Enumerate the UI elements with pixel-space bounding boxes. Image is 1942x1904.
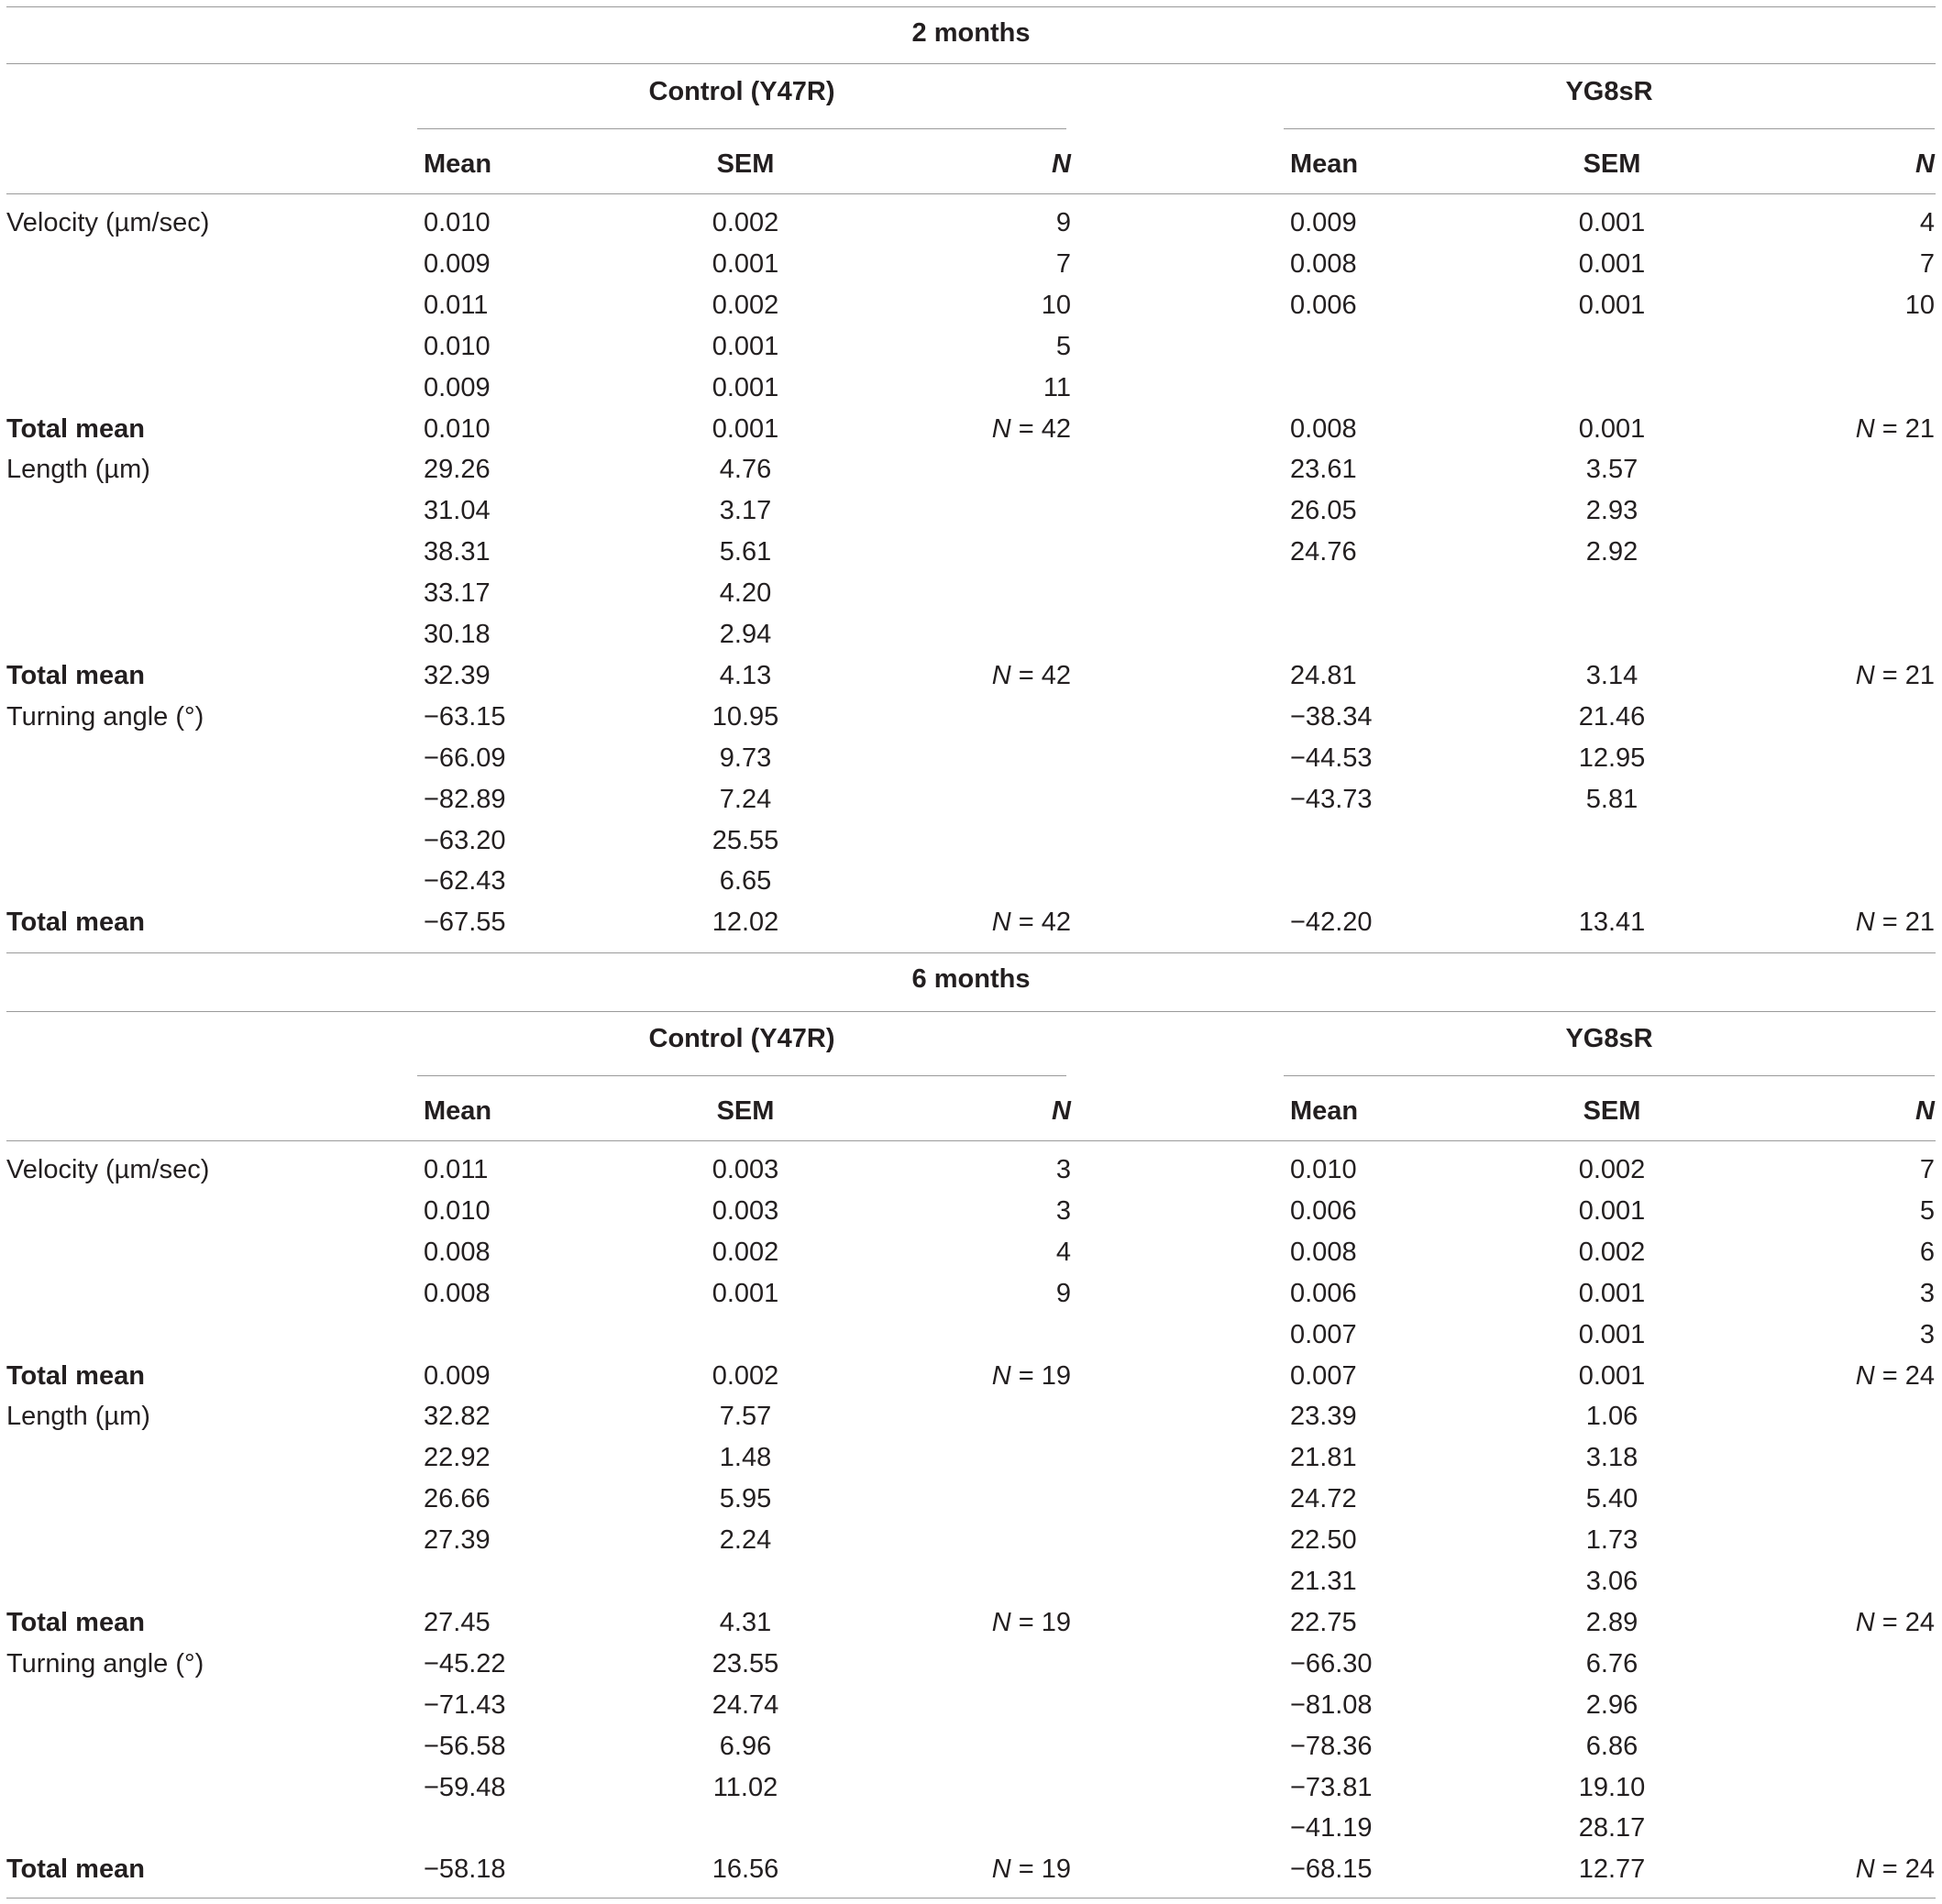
yg8sr-sem-cell: 0.001	[1578, 413, 1646, 444]
table-row	[0, 490, 1942, 532]
group-header-control: Control (Y47R)	[648, 1024, 835, 1053]
control-mean-cell: 0.010	[424, 1195, 491, 1226]
control-sem-cell: 4.20	[719, 578, 772, 609]
group-header-yg8sr: YG8sR	[1565, 1024, 1653, 1053]
yg8sr-n-cell	[1742, 1685, 1935, 1726]
yg8sr-sem-cell: 0.001	[1578, 248, 1646, 279]
yg8sr-sem-cell: 21.46	[1578, 701, 1646, 732]
yg8sr-sem-cell	[1520, 326, 1704, 368]
yg8sr-sem-cell: 3.14	[1585, 660, 1639, 690]
yg8sr-sem-cell: 28.17	[1578, 1813, 1646, 1843]
table-row	[0, 820, 1942, 862]
group-rule-yg8sr	[1284, 1075, 1935, 1076]
control-mean-cell: 32.39	[424, 660, 491, 690]
control-sem-cell	[654, 1808, 837, 1849]
yg8sr-sem-cell: 5.40	[1585, 1484, 1639, 1514]
yg8sr-mean-cell: −66.30	[1290, 1648, 1373, 1678]
yg8sr-mean-cell: −43.73	[1290, 784, 1373, 814]
table-rule	[6, 952, 1936, 953]
control-mean-cell: 27.45	[424, 1607, 491, 1637]
control-sem-cell: 2.24	[719, 1525, 772, 1556]
table-row	[0, 326, 1942, 368]
control-mean-cell: −45.22	[424, 1648, 506, 1678]
yg8sr-mean-cell: −73.81	[1290, 1772, 1373, 1802]
yg8sr-n-cell	[1742, 1644, 1935, 1685]
row-label: Turning angle (°)	[6, 1648, 204, 1678]
yg8sr-sem-cell: 3.18	[1585, 1443, 1639, 1473]
yg8sr-sem-cell: 0.001	[1578, 1360, 1646, 1391]
control-sem-cell: 5.95	[719, 1484, 772, 1514]
group-header-yg8sr: YG8sR	[1565, 77, 1653, 106]
table-row	[0, 902, 1942, 943]
table-row	[0, 573, 1942, 614]
control-sem-cell: 7.24	[719, 784, 772, 814]
row-label: Total mean	[6, 1360, 145, 1391]
yg8sr-n-cell: N = 21	[1855, 413, 1935, 444]
column-header-sem: SEM	[1583, 149, 1641, 179]
control-mean-cell: 0.010	[424, 331, 491, 361]
control-n-cell: 3	[1055, 1195, 1071, 1226]
yg8sr-sem-cell: 3.57	[1585, 455, 1639, 485]
control-n-cell	[917, 779, 1071, 820]
yg8sr-sem-cell: 19.10	[1578, 1772, 1646, 1802]
control-mean-cell: 0.010	[424, 208, 491, 237]
control-n-cell	[917, 614, 1071, 655]
table-row	[0, 409, 1942, 450]
yg8sr-sem-cell: 2.89	[1585, 1607, 1639, 1637]
control-sem-cell: 25.55	[712, 825, 779, 855]
control-sem-cell: 0.002	[712, 1360, 779, 1391]
control-n-cell	[917, 1808, 1071, 1849]
control-sem-cell	[654, 1561, 837, 1602]
yg8sr-sem-cell	[1520, 820, 1704, 862]
control-sem-cell: 0.002	[712, 290, 779, 320]
row-label: Total mean	[6, 1854, 145, 1885]
control-sem-cell: 7.57	[719, 1402, 772, 1432]
table-row	[0, 1150, 1942, 1191]
control-n-cell: N = 19	[991, 1854, 1071, 1885]
control-mean-cell: −63.15	[424, 701, 506, 732]
row-label: Total mean	[6, 413, 145, 444]
yg8sr-mean-cell: 21.81	[1290, 1443, 1357, 1473]
yg8sr-n-cell	[1742, 738, 1935, 779]
control-n-cell	[917, 1767, 1071, 1809]
column-header-mean: Mean	[424, 1096, 492, 1126]
column-header-sem: SEM	[716, 1096, 775, 1126]
table-row	[0, 1396, 1942, 1437]
yg8sr-n-cell: 10	[1904, 290, 1935, 320]
table-row	[0, 368, 1942, 409]
control-sem-cell: 11.02	[712, 1772, 778, 1802]
yg8sr-mean-cell: 0.010	[1290, 1155, 1357, 1184]
column-header-sem: SEM	[716, 149, 775, 179]
yg8sr-sem-cell: 1.73	[1585, 1525, 1639, 1556]
yg8sr-n-cell	[1742, 820, 1935, 862]
control-mean-cell: 38.31	[424, 537, 491, 567]
control-sem-cell: 12.02	[712, 908, 779, 938]
yg8sr-sem-cell	[1520, 573, 1704, 614]
yg8sr-n-cell	[1742, 490, 1935, 532]
yg8sr-n-cell: N = 24	[1855, 1607, 1935, 1637]
row-label: Length (µm)	[6, 455, 150, 485]
table-row	[0, 1232, 1942, 1273]
yg8sr-sem-cell: 0.001	[1578, 208, 1646, 237]
yg8sr-n-cell: N = 24	[1855, 1854, 1935, 1885]
row-label: Length (µm)	[6, 1402, 150, 1432]
table-row	[0, 1808, 1942, 1849]
control-n-cell: N = 42	[991, 413, 1071, 444]
control-n-cell: N = 19	[991, 1360, 1071, 1391]
section-title: 6 months	[911, 964, 1031, 994]
control-n-cell	[917, 1396, 1071, 1437]
table-row	[0, 1685, 1942, 1726]
yg8sr-sem-cell: 13.41	[1578, 908, 1646, 938]
control-mean-cell: −56.58	[424, 1731, 506, 1761]
control-sem-cell	[654, 1315, 837, 1356]
yg8sr-n-cell	[1742, 1437, 1935, 1479]
control-mean-cell: −58.18	[424, 1854, 506, 1885]
yg8sr-n-cell	[1742, 1726, 1935, 1767]
table-row	[0, 655, 1942, 697]
control-mean-cell: 33.17	[424, 578, 491, 609]
control-mean-cell: 26.66	[424, 1484, 491, 1514]
column-header-mean: Mean	[1290, 149, 1359, 179]
yg8sr-sem-cell: 6.86	[1585, 1731, 1639, 1761]
yg8sr-sem-cell	[1520, 861, 1704, 902]
row-label: Velocity (µm/sec)	[6, 208, 210, 237]
table-row	[0, 1273, 1942, 1315]
yg8sr-sem-cell	[1520, 368, 1704, 409]
control-n-cell: 9	[1055, 1278, 1071, 1308]
yg8sr-mean-cell: 26.05	[1290, 496, 1357, 526]
control-n-cell	[917, 861, 1071, 902]
row-label: Total mean	[6, 660, 145, 690]
control-n-cell	[917, 1685, 1071, 1726]
control-n-cell: 10	[1041, 290, 1071, 320]
yg8sr-mean-cell: −41.19	[1290, 1813, 1373, 1843]
column-header-n: N	[1052, 1096, 1071, 1126]
yg8sr-mean-cell: 24.81	[1290, 660, 1357, 690]
yg8sr-mean-cell: 0.007	[1290, 1319, 1357, 1349]
yg8sr-n-cell	[1742, 1396, 1935, 1437]
yg8sr-n-cell	[1742, 1767, 1935, 1809]
control-sem-cell: 6.65	[719, 866, 772, 897]
control-sem-cell: 23.55	[712, 1648, 779, 1678]
control-sem-cell: 2.94	[719, 620, 772, 649]
yg8sr-sem-cell: 0.002	[1578, 1155, 1646, 1184]
control-n-cell	[917, 738, 1071, 779]
yg8sr-sem-cell: 3.06	[1585, 1567, 1639, 1596]
yg8sr-sem-cell: 0.001	[1578, 1195, 1646, 1226]
yg8sr-mean-cell: 0.008	[1290, 248, 1357, 279]
yg8sr-mean-cell: 0.007	[1290, 1360, 1357, 1391]
control-n-cell: 11	[1043, 372, 1071, 402]
yg8sr-n-cell: 7	[1919, 248, 1935, 279]
control-mean-cell: −71.43	[424, 1689, 506, 1720]
control-n-cell: 5	[1055, 331, 1071, 361]
control-sem-cell: 0.002	[712, 208, 779, 237]
yg8sr-sem-cell	[1520, 614, 1704, 655]
table-row	[0, 203, 1942, 244]
yg8sr-mean-cell: −44.53	[1290, 743, 1373, 773]
column-header-mean: Mean	[424, 149, 492, 179]
yg8sr-n-cell	[1742, 368, 1935, 409]
control-mean-cell: 30.18	[424, 620, 491, 649]
control-n-cell: 7	[1055, 248, 1071, 279]
control-n-cell	[917, 449, 1071, 490]
control-sem-cell: 0.001	[712, 413, 779, 444]
control-mean-cell: −82.89	[424, 784, 506, 814]
control-mean-cell: −67.55	[424, 908, 506, 938]
control-n-cell	[917, 1561, 1071, 1602]
table-row	[0, 449, 1942, 490]
table-row	[0, 1767, 1942, 1809]
control-mean-cell: 0.009	[424, 372, 491, 402]
control-sem-cell: 1.48	[719, 1443, 772, 1473]
control-sem-cell: 0.001	[712, 248, 779, 279]
column-header-sem: SEM	[1583, 1096, 1641, 1126]
group-header-control: Control (Y47R)	[648, 77, 835, 106]
table-rule	[6, 63, 1936, 64]
control-sem-cell: 0.001	[712, 331, 779, 361]
yg8sr-n-cell: 4	[1919, 208, 1935, 237]
control-sem-cell: 10.95	[712, 701, 779, 732]
control-sem-cell: 4.13	[719, 660, 772, 690]
section-title: 2 months	[911, 18, 1031, 48]
yg8sr-mean-cell: 0.009	[1290, 208, 1357, 237]
yg8sr-n-cell	[1742, 1808, 1935, 1849]
yg8sr-n-cell	[1742, 573, 1935, 614]
yg8sr-n-cell	[1742, 779, 1935, 820]
control-n-cell	[917, 573, 1071, 614]
yg8sr-n-cell	[1742, 1561, 1935, 1602]
column-header-n: N	[1915, 149, 1935, 179]
table-row	[0, 779, 1942, 820]
column-header-n: N	[1915, 1096, 1935, 1126]
yg8sr-n-cell: 3	[1919, 1278, 1935, 1308]
table-row	[0, 1356, 1942, 1397]
yg8sr-n-cell	[1742, 614, 1935, 655]
control-n-cell	[917, 1726, 1071, 1767]
yg8sr-sem-cell: 0.001	[1578, 290, 1646, 320]
table-rule	[6, 1140, 1936, 1141]
control-sem-cell: 24.74	[712, 1689, 779, 1720]
column-header-mean: Mean	[1290, 1096, 1359, 1126]
yg8sr-mean-cell: 22.75	[1290, 1607, 1357, 1637]
yg8sr-n-cell	[1742, 861, 1935, 902]
control-mean-cell: −59.48	[424, 1772, 506, 1802]
table-row	[0, 1191, 1942, 1232]
control-mean-cell: 0.011	[424, 1155, 489, 1184]
control-sem-cell: 16.56	[712, 1854, 779, 1885]
control-n-cell	[917, 697, 1071, 738]
control-mean-cell: −62.43	[424, 866, 506, 897]
control-mean-cell: −63.20	[424, 825, 506, 855]
group-rule-yg8sr	[1284, 128, 1935, 129]
yg8sr-n-cell	[1742, 326, 1935, 368]
yg8sr-n-cell	[1742, 532, 1935, 573]
control-sem-cell: 6.96	[719, 1731, 772, 1761]
control-n-cell	[917, 1479, 1071, 1520]
control-n-cell	[917, 1315, 1071, 1356]
yg8sr-sem-cell: 2.96	[1585, 1689, 1639, 1720]
yg8sr-mean-cell: 0.008	[1290, 1237, 1357, 1267]
control-n-cell	[917, 1437, 1071, 1479]
control-n-cell: 3	[1055, 1155, 1071, 1184]
control-n-cell: N = 42	[991, 660, 1071, 690]
control-n-cell	[917, 820, 1071, 862]
control-mean-cell: −66.09	[424, 743, 506, 773]
yg8sr-mean-cell: 0.008	[1290, 413, 1357, 444]
column-header-n: N	[1052, 149, 1071, 179]
group-rule-control	[417, 128, 1066, 129]
table-row	[0, 1602, 1942, 1644]
yg8sr-sem-cell: 12.95	[1578, 743, 1646, 773]
control-mean-cell: 29.26	[424, 455, 491, 485]
yg8sr-n-cell: N = 21	[1855, 660, 1935, 690]
table-row	[0, 1561, 1942, 1602]
control-mean-cell: 0.010	[424, 413, 491, 444]
table-rule-top	[6, 6, 1936, 7]
table-row	[0, 1520, 1942, 1561]
yg8sr-n-cell: 6	[1919, 1237, 1935, 1267]
table-row	[0, 697, 1942, 738]
yg8sr-sem-cell: 2.92	[1585, 537, 1639, 567]
yg8sr-n-cell	[1742, 1520, 1935, 1561]
table-row	[0, 1315, 1942, 1356]
control-n-cell	[917, 1644, 1071, 1685]
yg8sr-mean-cell: 21.31	[1290, 1567, 1357, 1596]
control-mean-cell: 22.92	[424, 1443, 491, 1473]
control-n-cell	[917, 490, 1071, 532]
yg8sr-sem-cell: 1.06	[1585, 1402, 1639, 1432]
yg8sr-sem-cell: 6.76	[1585, 1648, 1639, 1678]
control-mean-cell: 0.011	[424, 290, 489, 320]
yg8sr-n-cell: 5	[1919, 1195, 1935, 1226]
control-n-cell: 4	[1055, 1237, 1071, 1267]
table-rule	[6, 1011, 1936, 1012]
table-row	[0, 244, 1942, 285]
control-mean-cell: 27.39	[424, 1525, 491, 1556]
yg8sr-sem-cell: 0.001	[1578, 1278, 1646, 1308]
table-row	[0, 1644, 1942, 1685]
control-mean-cell: 0.009	[424, 248, 491, 279]
table-row	[0, 532, 1942, 573]
group-rule-control	[417, 1075, 1066, 1076]
yg8sr-sem-cell: 5.81	[1585, 784, 1639, 814]
yg8sr-sem-cell: 2.93	[1585, 496, 1639, 526]
table-row	[0, 285, 1942, 326]
yg8sr-mean-cell: 22.50	[1290, 1525, 1357, 1556]
control-sem-cell: 5.61	[719, 537, 772, 567]
table-rule	[6, 193, 1936, 194]
yg8sr-mean-cell: 24.72	[1290, 1484, 1357, 1514]
yg8sr-mean-cell: −78.36	[1290, 1731, 1373, 1761]
control-mean-cell: 31.04	[424, 496, 491, 526]
control-sem-cell: 9.73	[719, 743, 772, 773]
control-n-cell	[917, 532, 1071, 573]
table-row	[0, 1726, 1942, 1767]
table-row	[0, 1479, 1942, 1520]
row-label: Turning angle (°)	[6, 701, 204, 732]
yg8sr-mean-cell: 0.006	[1290, 290, 1357, 320]
table-row	[0, 738, 1942, 779]
table-row	[0, 614, 1942, 655]
row-label: Total mean	[6, 1607, 145, 1637]
yg8sr-n-cell: 3	[1919, 1319, 1935, 1349]
yg8sr-n-cell: 7	[1919, 1155, 1935, 1184]
control-n-cell: N = 19	[991, 1607, 1071, 1637]
control-mean-cell: 0.009	[424, 1360, 491, 1391]
yg8sr-mean-cell: −68.15	[1290, 1854, 1373, 1885]
yg8sr-mean-cell: 24.76	[1290, 537, 1357, 567]
yg8sr-sem-cell: 0.002	[1578, 1237, 1646, 1267]
yg8sr-n-cell: N = 21	[1855, 908, 1935, 938]
control-n-cell: 9	[1055, 208, 1071, 237]
control-sem-cell: 0.002	[712, 1237, 779, 1267]
control-sem-cell: 3.17	[719, 496, 772, 526]
control-n-cell: N = 42	[991, 908, 1071, 938]
yg8sr-mean-cell: 0.006	[1290, 1278, 1357, 1308]
yg8sr-mean-cell: 0.006	[1290, 1195, 1357, 1226]
control-mean-cell: 32.82	[424, 1402, 491, 1432]
yg8sr-mean-cell: 23.61	[1290, 455, 1357, 485]
table-row	[0, 1849, 1942, 1890]
row-label: Velocity (µm/sec)	[6, 1155, 210, 1184]
control-sem-cell: 4.31	[719, 1607, 772, 1637]
control-mean-cell: 0.008	[424, 1278, 491, 1308]
control-sem-cell: 0.003	[712, 1155, 779, 1184]
yg8sr-n-cell	[1742, 449, 1935, 490]
yg8sr-mean-cell: −38.34	[1290, 701, 1373, 732]
control-sem-cell: 0.003	[712, 1195, 779, 1226]
yg8sr-sem-cell: 0.001	[1578, 1319, 1646, 1349]
yg8sr-sem-cell: 12.77	[1578, 1854, 1646, 1885]
control-sem-cell: 4.76	[719, 455, 772, 485]
table-row	[0, 1437, 1942, 1479]
control-mean-cell: 0.008	[424, 1237, 491, 1267]
control-sem-cell: 0.001	[712, 372, 779, 402]
yg8sr-n-cell	[1742, 697, 1935, 738]
row-label: Total mean	[6, 908, 145, 938]
control-n-cell	[917, 1520, 1071, 1561]
yg8sr-mean-cell: 23.39	[1290, 1402, 1357, 1432]
yg8sr-n-cell: N = 24	[1855, 1360, 1935, 1391]
table-row	[0, 861, 1942, 902]
yg8sr-n-cell	[1742, 1479, 1935, 1520]
yg8sr-mean-cell: −42.20	[1290, 908, 1373, 938]
control-sem-cell: 0.001	[712, 1278, 779, 1308]
yg8sr-mean-cell: −81.08	[1290, 1689, 1373, 1720]
